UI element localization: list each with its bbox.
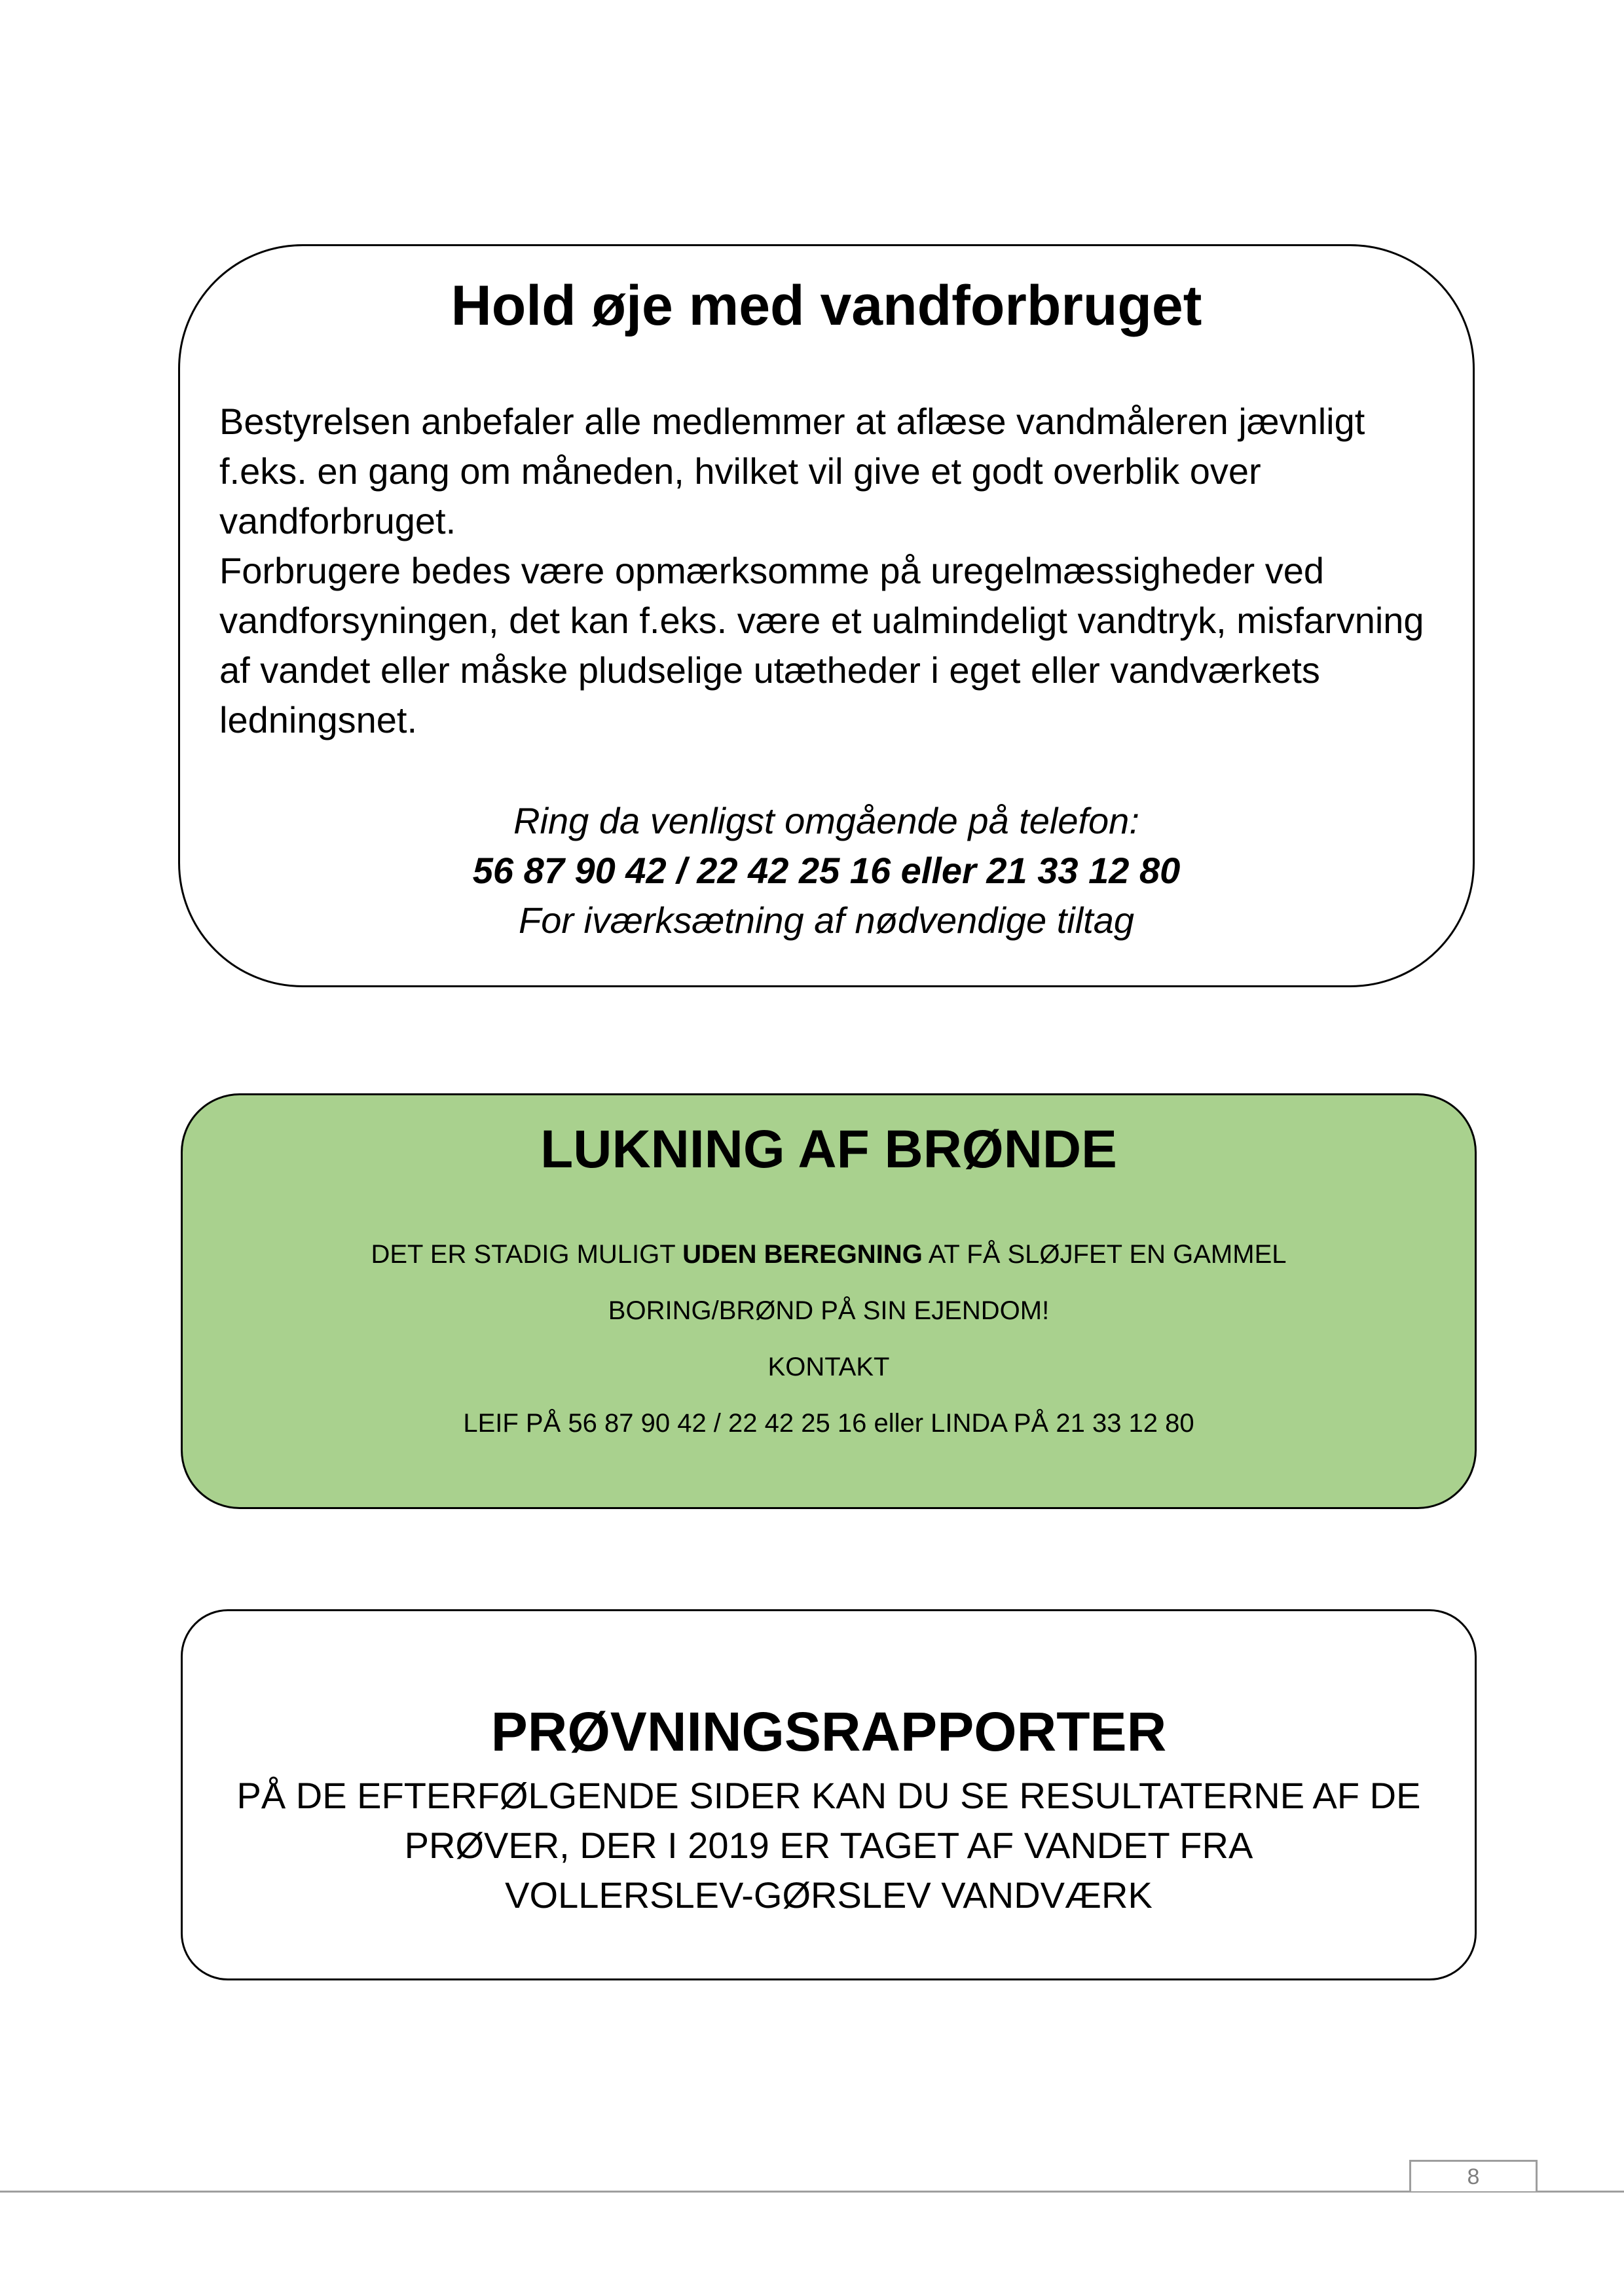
well-closure-title: LUKNING AF BRØNDE [540, 1120, 1117, 1179]
well-closure-emphasis: UDEN BEREGNING [682, 1240, 923, 1269]
well-closure-line-1-start: DET ER STADIG MULIGT [371, 1240, 683, 1269]
water-usage-title: Hold øje med vandforbruget [451, 274, 1202, 337]
water-usage-body [219, 397, 1457, 745]
call-instructions [180, 796, 1473, 945]
test-reports-title: PRØVNINGSRAPPORTER [490, 1701, 1167, 1762]
call-intro: Ring da venligst omgående på telefon: [513, 800, 1139, 841]
well-closure-line-1 [183, 1226, 1475, 1283]
well-closure-box [181, 1093, 1477, 1509]
well-closure-contact-numbers: LEIF PÅ 56 87 90 42 / 22 42 25 16 eller LINDA PÅ 21 33 12 80 [463, 1409, 1194, 1438]
well-closure-line-1-end: AT FÅ SLØJFET EN GAMMEL [922, 1240, 1287, 1269]
test-reports-box [181, 1609, 1477, 1980]
call-purpose: For iværksætning af nødvendige tiltag [519, 900, 1134, 941]
well-closure-line-2: BORING/BRØND PÅ SIN EJENDOM! [608, 1296, 1050, 1325]
water-usage-paragraph-2: Forbrugere bedes være opmærksomme på uregelmæssigheder ved vandforsyningen, det kan f.eks. være et ualmindeligt vandtryk, misfarvning af vandet eller måske pludselige utætheder i eget eller vandværkets ledningsnet. [219, 550, 1424, 740]
water-usage-box [178, 244, 1475, 987]
test-reports-line-3: VOLLERSLEV-GØRSLEV VANDVÆRK [505, 1874, 1153, 1916]
test-reports-body [183, 1771, 1475, 1920]
footer-divider [0, 2191, 1624, 2193]
phone-numbers: 56 87 90 42 / 22 42 25 16 eller 21 33 12 80 [472, 850, 1181, 891]
well-closure-contact-label: KONTAKT [767, 1353, 890, 1381]
test-reports-line-2: PRØVER, DER I 2019 ER TAGET AF VANDET FRA [404, 1825, 1253, 1866]
test-reports-line-1: PÅ DE EFTERFØLGENDE SIDER KAN DU SE RESULTATERNE AF DE [236, 1775, 1421, 1816]
water-usage-paragraph-1: Bestyrelsen anbefaler alle medlemmer at aflæse vandmåleren jævnligt f.eks. en gang om måneden, hvilket vil give et godt overblik over vandforbruget. [219, 401, 1365, 541]
well-closure-body [183, 1226, 1475, 1451]
page-number: 8 [1409, 2160, 1538, 2191]
